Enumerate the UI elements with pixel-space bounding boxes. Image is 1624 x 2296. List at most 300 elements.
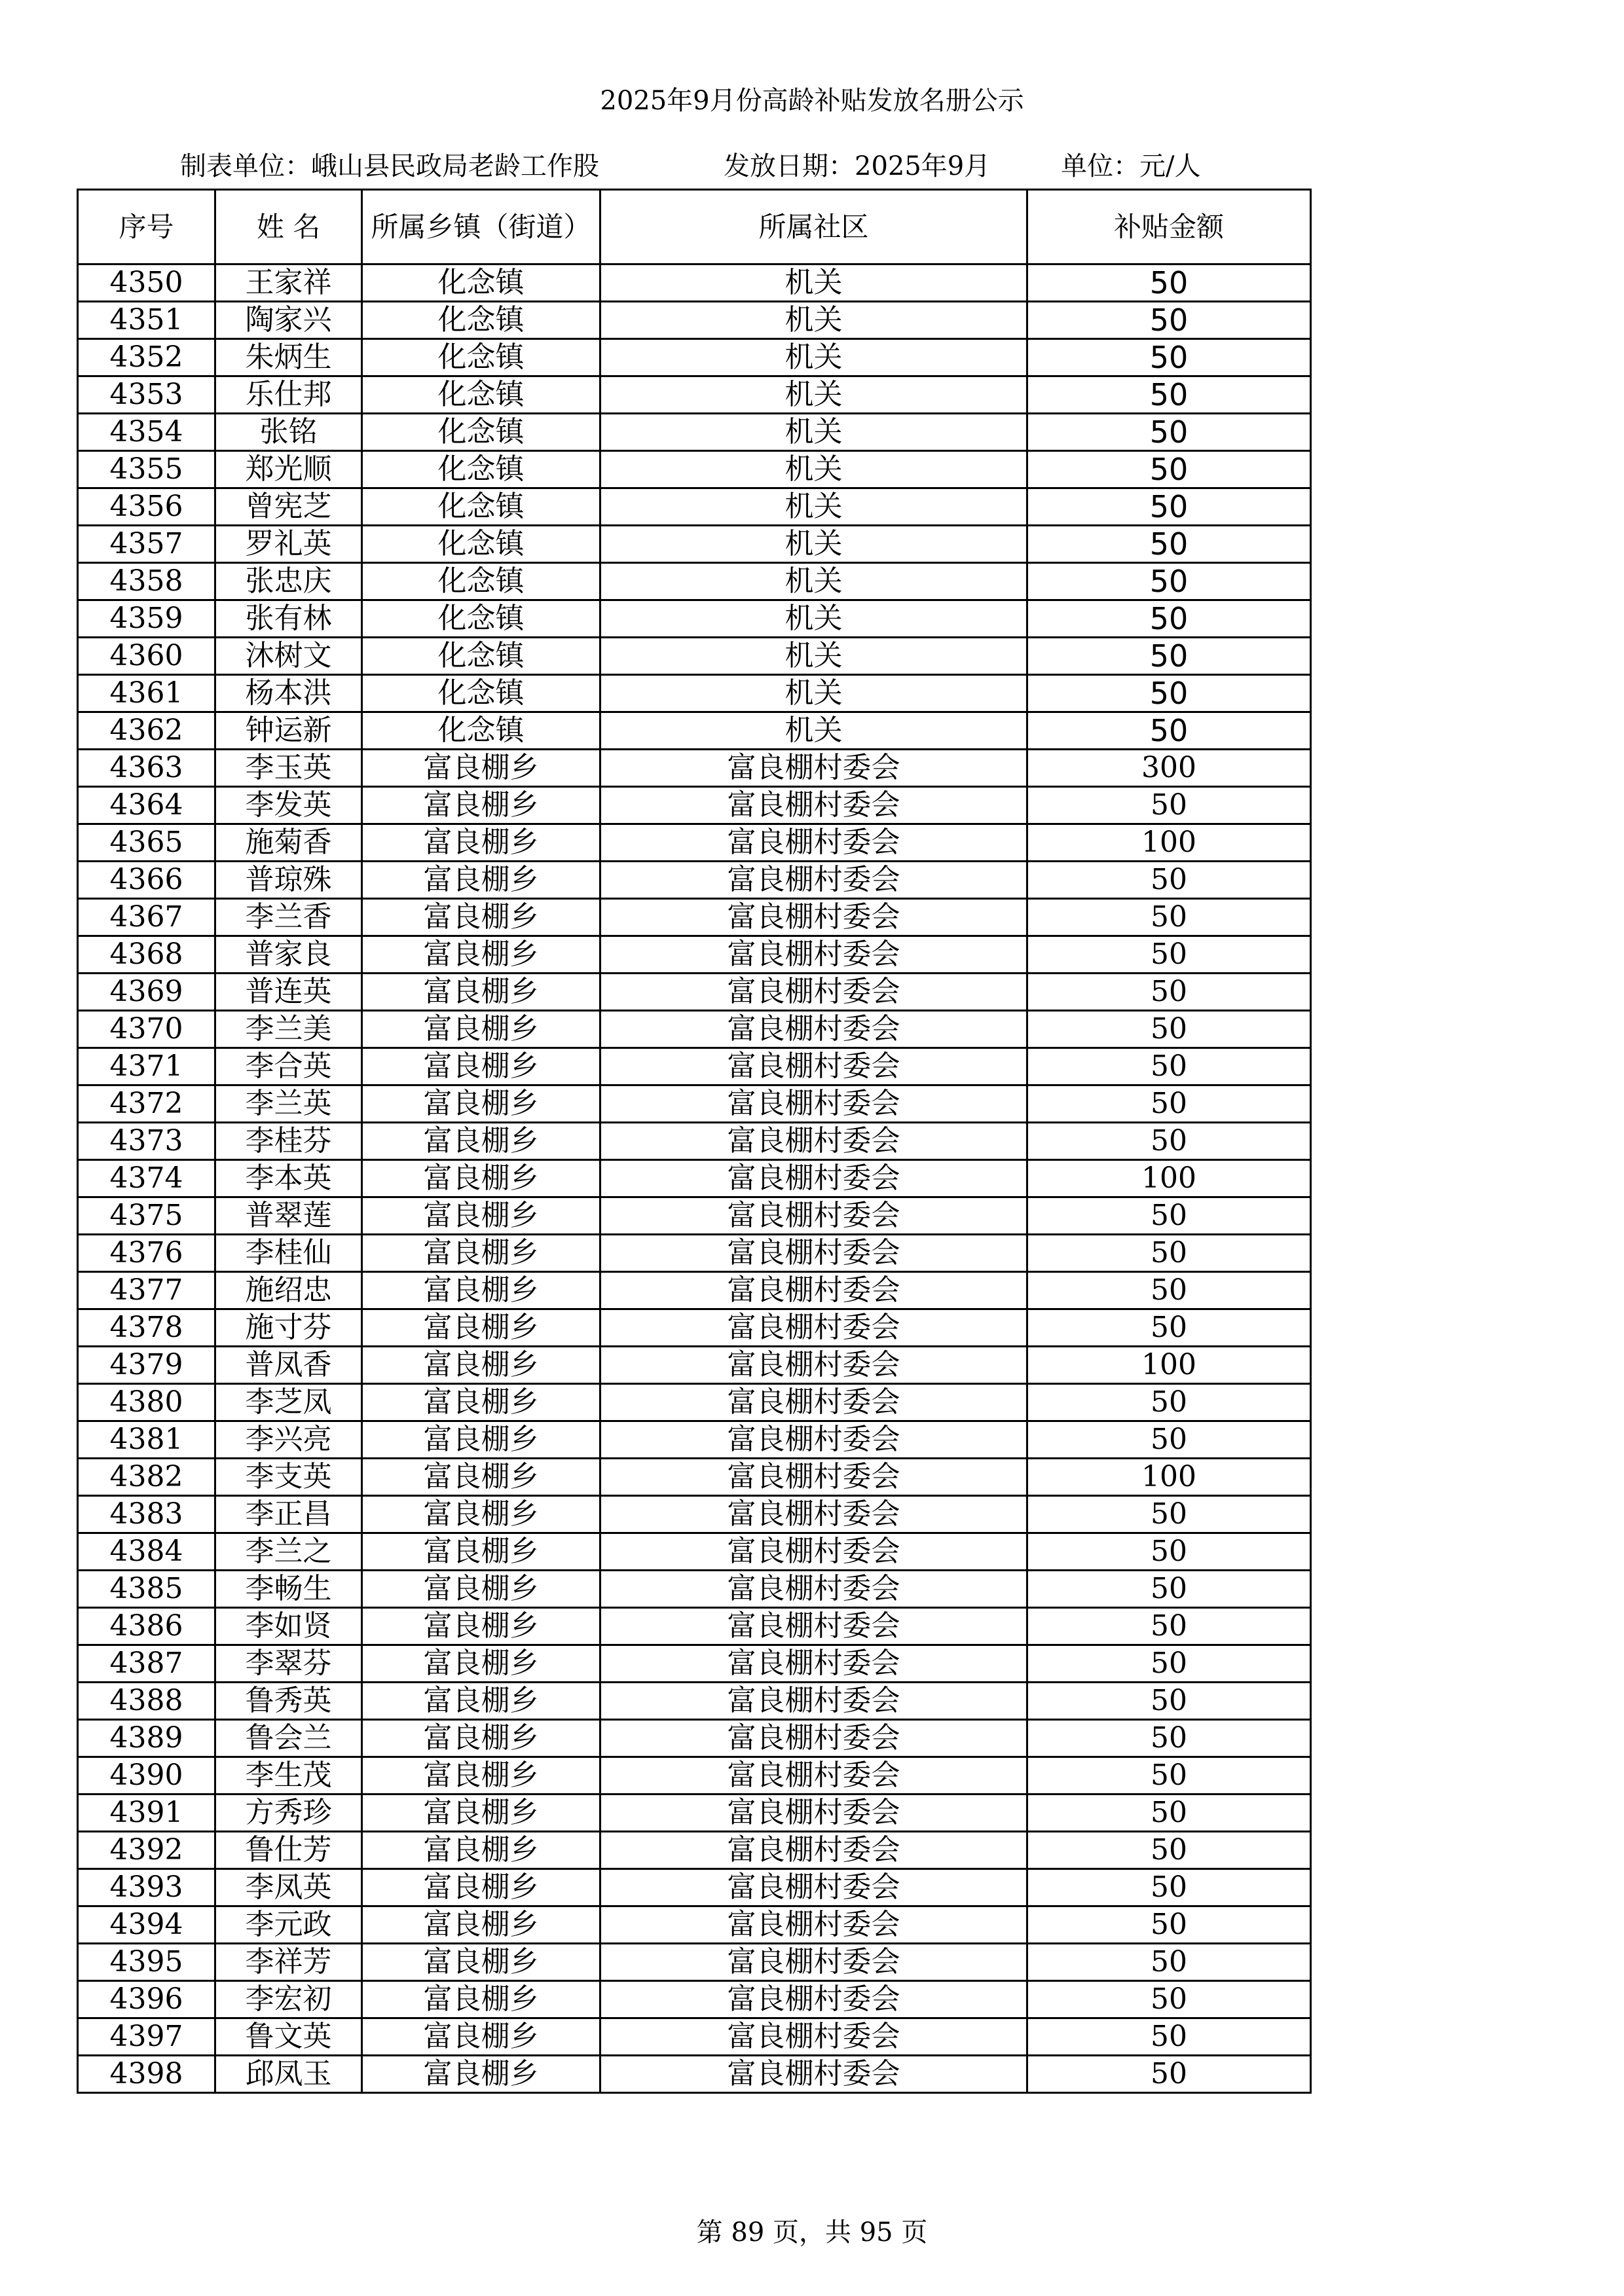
row-no: 4366	[78, 862, 215, 899]
row-town: 富良棚乡	[362, 2056, 600, 2093]
row-name: 施绍忠	[215, 1272, 362, 1309]
row-no: 4377	[78, 1272, 215, 1309]
row-town: 富良棚乡	[362, 1981, 600, 2018]
row-community: 富良棚村委会	[600, 1795, 1027, 1832]
row-community: 机关	[600, 451, 1027, 488]
issue-date: 发放日期：2025年9月	[724, 151, 991, 181]
col-header-amount: 补贴金额	[1027, 190, 1311, 264]
table-row	[78, 899, 1311, 936]
issuing-unit: 制表单位：峨山县民政局老龄工作股	[180, 151, 599, 181]
table-row	[78, 638, 1311, 675]
row-town: 化念镇	[362, 712, 600, 750]
table-row	[78, 974, 1311, 1011]
row-no: 4360	[78, 638, 215, 675]
row-town: 化念镇	[362, 451, 600, 488]
row-town: 富良棚乡	[362, 750, 600, 787]
row-town: 富良棚乡	[362, 1309, 600, 1347]
row-name: 李兰英	[215, 1085, 362, 1123]
table-row	[78, 787, 1311, 824]
row-town: 富良棚乡	[362, 787, 600, 824]
row-amount: 50	[1027, 712, 1311, 750]
page-footer: 第 89 页，共 95 页	[696, 2217, 928, 2248]
table-row	[78, 1981, 1311, 2018]
row-name: 李合英	[215, 1048, 362, 1085]
row-community: 机关	[600, 712, 1027, 750]
row-no: 4358	[78, 563, 215, 600]
row-amount: 50	[1027, 1571, 1311, 1608]
row-community: 富良棚村委会	[600, 1832, 1027, 1869]
row-town: 富良棚乡	[362, 974, 600, 1011]
row-community: 富良棚村委会	[600, 750, 1027, 787]
row-amount: 50	[1027, 1608, 1311, 1645]
row-community: 富良棚村委会	[600, 1645, 1027, 1683]
row-name: 李元政	[215, 1906, 362, 1944]
row-community: 富良棚村委会	[600, 1421, 1027, 1459]
row-community: 富良棚村委会	[600, 1048, 1027, 1085]
row-amount: 100	[1027, 1160, 1311, 1197]
row-name: 李祥芳	[215, 1944, 362, 1981]
row-no: 4383	[78, 1496, 215, 1533]
row-community: 机关	[600, 563, 1027, 600]
row-town: 富良棚乡	[362, 824, 600, 862]
row-amount: 50	[1027, 1645, 1311, 1683]
row-amount: 50	[1027, 1309, 1311, 1347]
row-town: 富良棚乡	[362, 1347, 600, 1384]
row-amount: 300	[1027, 750, 1311, 787]
row-amount: 50	[1027, 1384, 1311, 1421]
row-town: 富良棚乡	[362, 1795, 600, 1832]
row-name: 普家良	[215, 936, 362, 974]
table-row	[78, 1160, 1311, 1197]
row-no: 4387	[78, 1645, 215, 1683]
row-amount: 50	[1027, 862, 1311, 899]
row-community: 富良棚村委会	[600, 862, 1027, 899]
table-row	[78, 1309, 1311, 1347]
row-community: 机关	[600, 376, 1027, 414]
row-name: 李兰之	[215, 1533, 362, 1571]
row-name: 鲁秀英	[215, 1683, 362, 1720]
row-no: 4384	[78, 1533, 215, 1571]
row-name: 朱炳生	[215, 339, 362, 376]
row-amount: 50	[1027, 1421, 1311, 1459]
row-town: 富良棚乡	[362, 936, 600, 974]
row-town: 富良棚乡	[362, 1571, 600, 1608]
row-town: 化念镇	[362, 376, 600, 414]
row-amount: 50	[1027, 1048, 1311, 1085]
row-name: 普翠莲	[215, 1197, 362, 1235]
row-town: 富良棚乡	[362, 1944, 600, 1981]
row-name: 王家祥	[215, 264, 362, 302]
row-community: 富良棚村委会	[600, 2056, 1027, 2093]
row-no: 4356	[78, 488, 215, 526]
row-community: 富良棚村委会	[600, 824, 1027, 862]
row-amount: 50	[1027, 899, 1311, 936]
row-name: 鲁仕芳	[215, 1832, 362, 1869]
row-no: 4381	[78, 1421, 215, 1459]
row-amount: 50	[1027, 1757, 1311, 1795]
row-no: 4363	[78, 750, 215, 787]
row-community: 富良棚村委会	[600, 1683, 1027, 1720]
row-name: 罗礼英	[215, 526, 362, 563]
row-community: 机关	[600, 638, 1027, 675]
row-community: 富良棚村委会	[600, 787, 1027, 824]
row-community: 富良棚村委会	[600, 1981, 1027, 2018]
row-community: 富良棚村委会	[600, 1571, 1027, 1608]
row-community: 机关	[600, 600, 1027, 638]
row-no: 4361	[78, 675, 215, 712]
table-row	[78, 1459, 1311, 1496]
table-row	[78, 563, 1311, 600]
row-community: 富良棚村委会	[600, 1309, 1027, 1347]
row-amount: 50	[1027, 936, 1311, 974]
subsidy-roster-table	[77, 189, 1312, 2094]
row-no: 4354	[78, 414, 215, 451]
row-no: 4370	[78, 1011, 215, 1048]
row-amount: 50	[1027, 2018, 1311, 2056]
row-no: 4367	[78, 899, 215, 936]
row-amount: 50	[1027, 414, 1311, 451]
row-name: 沐树文	[215, 638, 362, 675]
row-community: 富良棚村委会	[600, 899, 1027, 936]
row-community: 富良棚村委会	[600, 1608, 1027, 1645]
row-amount: 50	[1027, 1011, 1311, 1048]
row-no: 4389	[78, 1720, 215, 1757]
row-town: 富良棚乡	[362, 1235, 600, 1272]
row-name: 普琼殊	[215, 862, 362, 899]
row-no: 4368	[78, 936, 215, 974]
row-community: 富良棚村委会	[600, 2018, 1027, 2056]
row-name: 李兰美	[215, 1011, 362, 1048]
row-name: 郑光顺	[215, 451, 362, 488]
row-no: 4353	[78, 376, 215, 414]
table-meta	[0, 145, 1624, 185]
row-no: 4359	[78, 600, 215, 638]
row-name: 李桂芬	[215, 1123, 362, 1160]
row-no: 4385	[78, 1571, 215, 1608]
row-amount: 50	[1027, 787, 1311, 824]
row-amount: 50	[1027, 526, 1311, 563]
table-row	[78, 1421, 1311, 1459]
table-row	[78, 712, 1311, 750]
row-no: 4372	[78, 1085, 215, 1123]
row-town: 富良棚乡	[362, 2018, 600, 2056]
table-row	[78, 1347, 1311, 1384]
row-town: 富良棚乡	[362, 1085, 600, 1123]
row-town: 富良棚乡	[362, 1906, 600, 1944]
row-community: 机关	[600, 264, 1027, 302]
row-no: 4386	[78, 1608, 215, 1645]
row-town: 富良棚乡	[362, 1160, 600, 1197]
row-amount: 50	[1027, 1795, 1311, 1832]
row-amount: 50	[1027, 1869, 1311, 1906]
row-town: 富良棚乡	[362, 1608, 600, 1645]
row-no: 4373	[78, 1123, 215, 1160]
row-community: 富良棚村委会	[600, 1757, 1027, 1795]
row-amount: 50	[1027, 2056, 1311, 2093]
row-amount: 50	[1027, 1944, 1311, 1981]
row-community: 富良棚村委会	[600, 1459, 1027, 1496]
table-row	[78, 526, 1311, 563]
row-no: 4362	[78, 712, 215, 750]
row-name: 李宏初	[215, 1981, 362, 2018]
table-row	[78, 302, 1311, 339]
row-no: 4375	[78, 1197, 215, 1235]
table-row	[78, 1571, 1311, 1608]
row-name: 方秀珍	[215, 1795, 362, 1832]
table-row	[78, 264, 1311, 302]
row-community: 富良棚村委会	[600, 1347, 1027, 1384]
row-name: 李玉英	[215, 750, 362, 787]
row-town: 富良棚乡	[362, 862, 600, 899]
row-town: 化念镇	[362, 675, 600, 712]
row-no: 4355	[78, 451, 215, 488]
row-town: 富良棚乡	[362, 1421, 600, 1459]
row-amount: 50	[1027, 302, 1311, 339]
row-town: 化念镇	[362, 339, 600, 376]
row-no: 4371	[78, 1048, 215, 1085]
row-no: 4350	[78, 264, 215, 302]
table-row	[78, 1944, 1311, 1981]
row-community: 富良棚村委会	[600, 936, 1027, 974]
row-community: 富良棚村委会	[600, 1533, 1027, 1571]
row-town: 化念镇	[362, 302, 600, 339]
col-header-name: 姓 名	[215, 190, 362, 264]
row-name: 鲁文英	[215, 2018, 362, 2056]
table-row	[78, 1048, 1311, 1085]
row-name: 施菊香	[215, 824, 362, 862]
table-row	[78, 1011, 1311, 1048]
header-row	[78, 190, 1311, 264]
row-community: 富良棚村委会	[600, 1384, 1027, 1421]
row-name: 钟运新	[215, 712, 362, 750]
row-amount: 100	[1027, 824, 1311, 862]
row-community: 富良棚村委会	[600, 1944, 1027, 1981]
row-town: 富良棚乡	[362, 899, 600, 936]
currency-unit: 单位：元/人	[1061, 151, 1201, 181]
row-amount: 50	[1027, 974, 1311, 1011]
row-town: 富良棚乡	[362, 1459, 600, 1496]
row-no: 4352	[78, 339, 215, 376]
row-amount: 50	[1027, 1085, 1311, 1123]
row-town: 富良棚乡	[362, 1197, 600, 1235]
row-amount: 50	[1027, 264, 1311, 302]
row-name: 张铭	[215, 414, 362, 451]
row-no: 4382	[78, 1459, 215, 1496]
row-town: 化念镇	[362, 488, 600, 526]
table-row	[78, 451, 1311, 488]
row-community: 富良棚村委会	[600, 974, 1027, 1011]
row-community: 机关	[600, 675, 1027, 712]
row-amount: 50	[1027, 1720, 1311, 1757]
row-community: 富良棚村委会	[600, 1869, 1027, 1906]
row-town: 化念镇	[362, 414, 600, 451]
table-row	[78, 1795, 1311, 1832]
row-amount: 50	[1027, 1197, 1311, 1235]
col-header-town: 所属乡镇（街道）	[362, 190, 600, 264]
row-name: 李凤英	[215, 1869, 362, 1906]
row-no: 4388	[78, 1683, 215, 1720]
row-amount: 50	[1027, 1235, 1311, 1272]
row-name: 张忠庆	[215, 563, 362, 600]
table-row	[78, 862, 1311, 899]
row-name: 乐仕邦	[215, 376, 362, 414]
row-no: 4394	[78, 1906, 215, 1944]
row-no: 4365	[78, 824, 215, 862]
row-name: 施寸芬	[215, 1309, 362, 1347]
row-amount: 50	[1027, 451, 1311, 488]
row-no: 4391	[78, 1795, 215, 1832]
table-row	[78, 1757, 1311, 1795]
row-no: 4374	[78, 1160, 215, 1197]
row-amount: 50	[1027, 1533, 1311, 1571]
row-name: 李正昌	[215, 1496, 362, 1533]
row-amount: 50	[1027, 488, 1311, 526]
row-town: 化念镇	[362, 600, 600, 638]
row-community: 机关	[600, 488, 1027, 526]
table-row	[78, 1384, 1311, 1421]
row-town: 富良棚乡	[362, 1048, 600, 1085]
table-row	[78, 376, 1311, 414]
table-row	[78, 1645, 1311, 1683]
row-town: 富良棚乡	[362, 1384, 600, 1421]
row-community: 富良棚村委会	[600, 1160, 1027, 1197]
row-town: 富良棚乡	[362, 1496, 600, 1533]
row-amount: 50	[1027, 339, 1311, 376]
row-no: 4393	[78, 1869, 215, 1906]
table-row	[78, 2056, 1311, 2093]
row-community: 机关	[600, 526, 1027, 563]
row-community: 富良棚村委会	[600, 1235, 1027, 1272]
row-name: 普连英	[215, 974, 362, 1011]
row-town: 富良棚乡	[362, 1533, 600, 1571]
row-community: 富良棚村委会	[600, 1197, 1027, 1235]
row-name: 张有林	[215, 600, 362, 638]
row-no: 4396	[78, 1981, 215, 2018]
row-town: 富良棚乡	[362, 1757, 600, 1795]
row-community: 富良棚村委会	[600, 1011, 1027, 1048]
row-amount: 50	[1027, 600, 1311, 638]
row-amount: 50	[1027, 1906, 1311, 1944]
table-row	[78, 1235, 1311, 1272]
row-town: 富良棚乡	[362, 1683, 600, 1720]
table-row	[78, 1906, 1311, 1944]
table-row	[78, 1608, 1311, 1645]
row-no: 4379	[78, 1347, 215, 1384]
table-row	[78, 750, 1311, 787]
row-town: 富良棚乡	[362, 1832, 600, 1869]
row-town: 化念镇	[362, 563, 600, 600]
row-town: 化念镇	[362, 526, 600, 563]
row-name: 普凤香	[215, 1347, 362, 1384]
table-row	[78, 824, 1311, 862]
row-name: 李本英	[215, 1160, 362, 1197]
row-community: 富良棚村委会	[600, 1123, 1027, 1160]
table-row	[78, 1123, 1311, 1160]
table-row	[78, 936, 1311, 974]
row-name: 陶家兴	[215, 302, 362, 339]
row-community: 富良棚村委会	[600, 1496, 1027, 1533]
row-name: 李翠芬	[215, 1645, 362, 1683]
row-amount: 100	[1027, 1459, 1311, 1496]
row-amount: 50	[1027, 638, 1311, 675]
row-no: 4390	[78, 1757, 215, 1795]
row-amount: 50	[1027, 376, 1311, 414]
row-community: 富良棚村委会	[600, 1906, 1027, 1944]
row-town: 富良棚乡	[362, 1645, 600, 1683]
row-community: 机关	[600, 302, 1027, 339]
row-no: 4351	[78, 302, 215, 339]
row-amount: 50	[1027, 563, 1311, 600]
row-community: 富良棚村委会	[600, 1720, 1027, 1757]
row-amount: 50	[1027, 1832, 1311, 1869]
row-amount: 100	[1027, 1347, 1311, 1384]
row-amount: 50	[1027, 1683, 1311, 1720]
row-name: 李桂仙	[215, 1235, 362, 1272]
table-row	[78, 1197, 1311, 1235]
row-community: 富良棚村委会	[600, 1272, 1027, 1309]
row-no: 4398	[78, 2056, 215, 2093]
row-town: 富良棚乡	[362, 1272, 600, 1309]
table-row	[78, 1832, 1311, 1869]
row-name: 曾宪芝	[215, 488, 362, 526]
table-row	[78, 488, 1311, 526]
row-amount: 50	[1027, 1123, 1311, 1160]
table-row	[78, 1496, 1311, 1533]
row-name: 李如贤	[215, 1608, 362, 1645]
row-no: 4380	[78, 1384, 215, 1421]
col-header-no: 序号	[78, 190, 215, 264]
row-no: 4364	[78, 787, 215, 824]
table-row	[78, 1720, 1311, 1757]
row-town: 富良棚乡	[362, 1720, 600, 1757]
row-community: 机关	[600, 414, 1027, 451]
row-name: 李发英	[215, 787, 362, 824]
table-row	[78, 414, 1311, 451]
row-name: 李生茂	[215, 1757, 362, 1795]
row-amount: 50	[1027, 1272, 1311, 1309]
row-no: 4378	[78, 1309, 215, 1347]
table-row	[78, 339, 1311, 376]
row-no: 4395	[78, 1944, 215, 1981]
row-no: 4376	[78, 1235, 215, 1272]
page-title: 2025年9月份高龄补贴发放名册公示	[600, 86, 1024, 116]
table-row	[78, 600, 1311, 638]
col-header-community: 所属社区	[600, 190, 1027, 264]
row-name: 邱凤玉	[215, 2056, 362, 2093]
table-row	[78, 1683, 1311, 1720]
table-row	[78, 1869, 1311, 1906]
row-town: 化念镇	[362, 638, 600, 675]
row-town: 富良棚乡	[362, 1869, 600, 1906]
table-row	[78, 1272, 1311, 1309]
row-town: 富良棚乡	[362, 1123, 600, 1160]
row-town: 富良棚乡	[362, 1011, 600, 1048]
row-name: 李芝凤	[215, 1384, 362, 1421]
table-body	[78, 264, 1311, 2093]
row-name: 杨本洪	[215, 675, 362, 712]
row-name: 李兰香	[215, 899, 362, 936]
row-no: 4357	[78, 526, 215, 563]
row-no: 4392	[78, 1832, 215, 1869]
row-amount: 50	[1027, 1981, 1311, 2018]
row-town: 化念镇	[362, 264, 600, 302]
row-amount: 50	[1027, 675, 1311, 712]
row-name: 李兴亮	[215, 1421, 362, 1459]
row-no: 4369	[78, 974, 215, 1011]
table-row	[78, 1533, 1311, 1571]
row-amount: 50	[1027, 1496, 1311, 1533]
table-row	[78, 1085, 1311, 1123]
